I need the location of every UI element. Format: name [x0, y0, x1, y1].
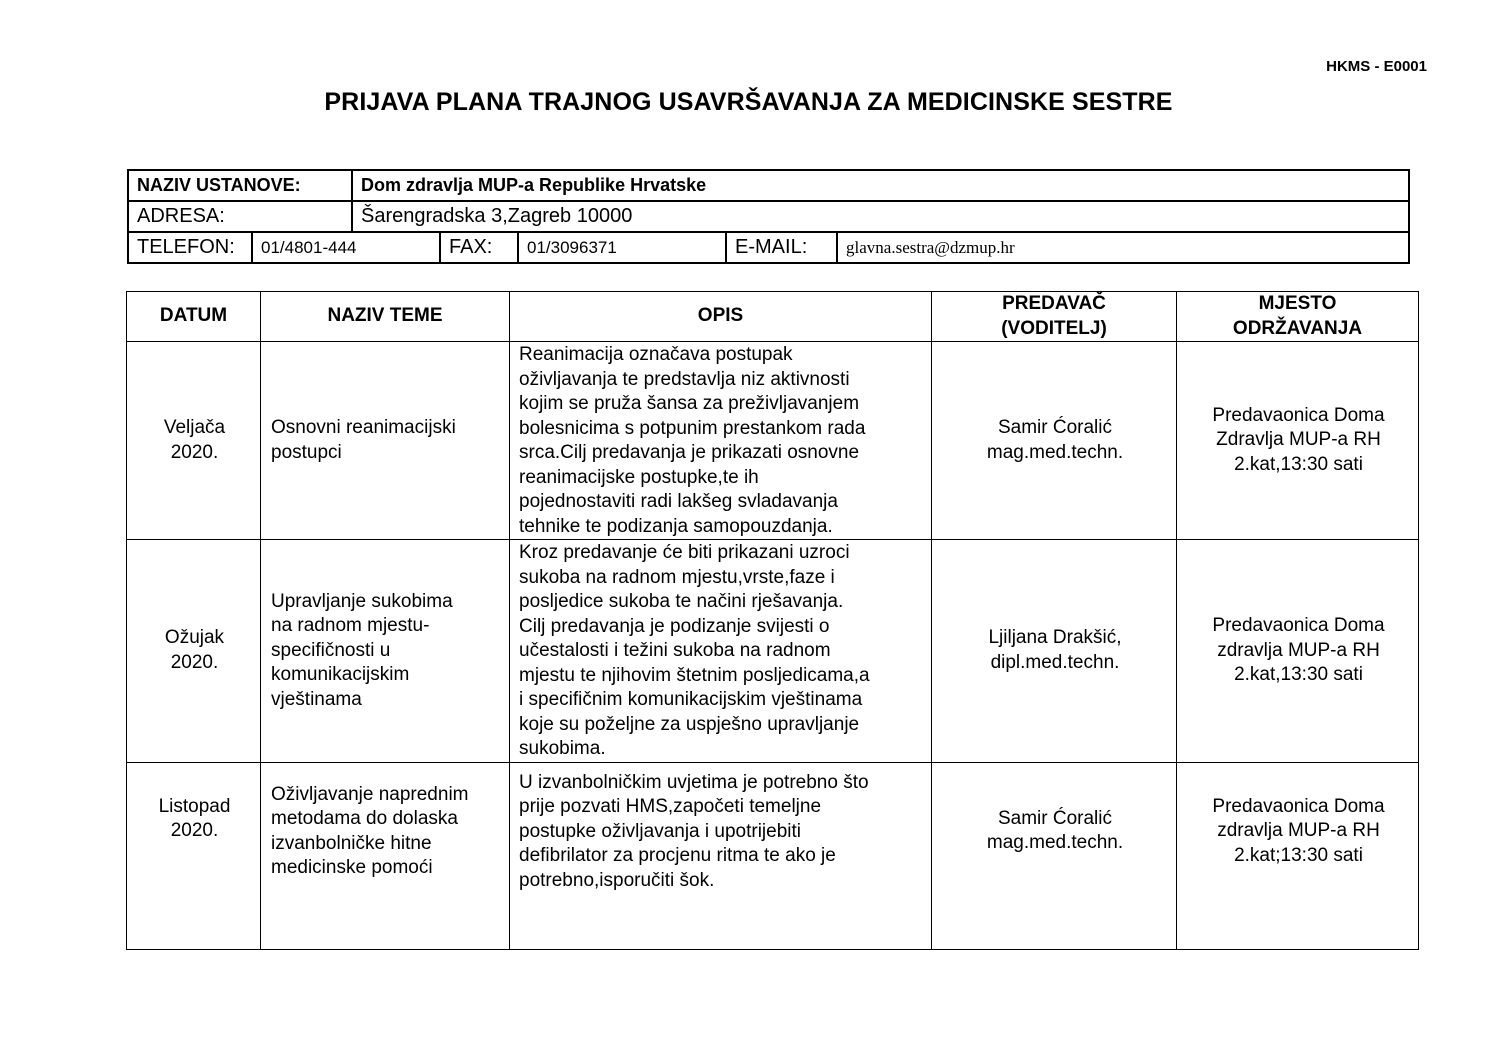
cell-opis-line: Reanimacija označava postupak [519, 344, 793, 365]
cell-mjesto-line: 2.kat,13:30 sati [1234, 664, 1363, 685]
cell-datum-line: Veljača [163, 417, 226, 438]
table-row [127, 762, 1419, 949]
education-plan-table [126, 291, 1419, 950]
header-opis: OPIS [510, 292, 932, 342]
cell-naziv-teme-line: komunikacijskim [271, 664, 410, 685]
cell-mjesto-line: Zdravlja MUP-a RH [1216, 429, 1381, 451]
institution-name-row [128, 170, 1409, 201]
document-title: PRIJAVA PLANA TRAJNOG USAVRŠAVANJA ZA MEDICINSKE SESTRE [324, 88, 1173, 116]
cell-naziv-teme-line: postupci [271, 441, 342, 463]
cell-opis-line: postupke oživljavanja i upotrijebiti [519, 820, 801, 842]
cell-predavac [932, 540, 1177, 763]
fax-value: 01/3096371 [518, 232, 726, 263]
cell-naziv-teme [261, 342, 510, 540]
email-label: E-MAIL: [726, 232, 837, 263]
cell-mjesto-line: zdravlja MUP-a RH [1217, 820, 1380, 841]
cell-datum [127, 762, 261, 949]
phone-label: TELEFON: [128, 232, 252, 263]
cell-mjesto [1177, 762, 1419, 949]
cell-predavac [932, 342, 1177, 540]
institution-contact-row [128, 232, 1409, 263]
header-datum: DATUM [127, 292, 261, 342]
header-mjesto-line: MJESTO [1258, 293, 1337, 314]
cell-predavac-line: Samir Ćoralić [997, 417, 1113, 438]
cell-opis-line: reanimacijske postupke,te ih [519, 466, 759, 488]
cell-mjesto-line: Predavaonica Doma [1212, 404, 1385, 426]
cell-opis-line: prije pozvati HMS,započeti temeljne [519, 796, 822, 817]
cell-mjesto-line: 2.kat,13:30 sati [1234, 453, 1363, 475]
cell-opis-line: defibrilator za procjenu ritma te ako je [519, 845, 836, 866]
cell-naziv-teme-line: metodama do dolaska [271, 808, 458, 829]
cell-opis-line: bolesnicima s potpunim prestankom rada [519, 417, 866, 439]
cell-opis-line: i specifičnim komunikacijskim vještinama [519, 689, 863, 710]
cell-naziv-teme [261, 540, 510, 763]
header-predavac-line: PREDAVAČ [1002, 293, 1106, 314]
cell-datum-line: Listopad [158, 795, 231, 817]
plan-header-row [127, 292, 1419, 342]
cell-opis-line: kojim se pruža šansa za preživljavanjem [519, 393, 860, 414]
header-mjesto [1177, 292, 1419, 342]
cell-mjesto [1177, 540, 1419, 763]
cell-opis-line: Cilj predavanja je podizanje svijesti o [519, 615, 830, 637]
cell-datum-line: 2020. [170, 651, 219, 673]
cell-datum [127, 540, 261, 763]
cell-naziv-teme-line: Osnovni reanimacijski [271, 417, 456, 438]
fax-label: FAX: [440, 232, 518, 263]
header-naziv-teme: NAZIV TEME [261, 292, 510, 342]
cell-naziv-teme-line: na radnom mjestu- [271, 615, 430, 636]
address-label: ADRESA: [128, 201, 352, 232]
form-code: HKMS - E0001 [1326, 58, 1427, 75]
header-mjesto-line: ODRŽAVANJA [1232, 317, 1363, 339]
cell-opis [510, 342, 932, 540]
cell-predavac [932, 762, 1177, 949]
cell-opis [510, 540, 932, 763]
cell-mjesto-line: Predavaonica Doma [1212, 615, 1385, 636]
cell-naziv-teme-line: medicinske pomoći [271, 857, 433, 878]
cell-mjesto-line: Predavaonica Doma [1212, 795, 1385, 817]
email-value: glavna.sestra@dzmup.hr [837, 232, 1409, 263]
cell-opis-line: posljedice sukoba te načini rješavanja. [519, 591, 844, 612]
cell-datum-line: 2020. [170, 441, 219, 463]
cell-opis-line: oživljavanja te predstavlja niz aktivnosti [519, 368, 850, 390]
cell-opis-line: pojednostaviti radi lakšeg svladavanja [519, 491, 838, 512]
cell-naziv-teme-line: Oživljavanje naprednim [271, 783, 469, 805]
cell-mjesto-line: zdravlja MUP-a RH [1217, 639, 1380, 661]
cell-naziv-teme-line: izvanbolničke hitne [271, 832, 432, 854]
cell-opis-line: srca.Cilj predavanja je prikazati osnovne [519, 442, 860, 463]
cell-opis-line: sukoba na radnom mjestu,vrste,faze i [519, 566, 835, 588]
phone-value: 01/4801-444 [252, 232, 440, 263]
institution-name-value: Dom zdravlja MUP-a Republike Hrvatske [352, 170, 1409, 201]
institution-address-row [128, 201, 1409, 232]
cell-opis-line: učestalosti i težini sukoba na radnom [519, 640, 831, 661]
cell-naziv-teme-line: vještinama [271, 688, 362, 710]
cell-mjesto [1177, 342, 1419, 540]
institution-info-table [127, 169, 1410, 264]
cell-naziv-teme-line: Upravljanje sukobima [271, 590, 453, 612]
cell-opis [510, 762, 932, 949]
cell-datum-line: 2020. [170, 820, 219, 841]
cell-predavac-line: Ljiljana Drakšić, [988, 627, 1122, 649]
cell-opis-line: Kroz predavanje će biti prikazani uzroci [519, 542, 850, 563]
header-predavac-line: (VODITELJ) [1001, 317, 1107, 339]
table-row [127, 342, 1419, 540]
header-predavac [932, 292, 1177, 342]
cell-opis-line: U izvanbolničkim uvjetima je potrebno što [519, 771, 869, 793]
cell-predavac-line: Samir Ćoralić [997, 807, 1113, 829]
cell-mjesto-line: 2.kat;13:30 sati [1234, 844, 1363, 866]
cell-predavac-line: mag.med.techn. [986, 441, 1124, 463]
table-row [127, 540, 1419, 763]
cell-opis-line: sukobima. [519, 738, 606, 759]
cell-predavac-line: mag.med.techn. [986, 832, 1124, 853]
cell-opis-line: tehnike te podizanja samopouzdanja. [519, 515, 833, 537]
cell-datum [127, 342, 261, 540]
address-value: Šarengradska 3,Zagreb 10000 [352, 201, 1409, 232]
cell-predavac-line: dipl.med.techn. [990, 651, 1120, 673]
cell-opis-line: potrebno,isporučiti šok. [519, 869, 715, 891]
cell-datum-line: Ožujak [164, 627, 225, 649]
institution-name-label: NAZIV USTANOVE: [128, 170, 352, 201]
cell-naziv-teme [261, 762, 510, 949]
cell-opis-line: koje su poželjne za uspješno upravljanje [519, 713, 860, 735]
cell-opis-line: mjestu te njihovim štetnim posljedicama,a [519, 664, 870, 686]
cell-naziv-teme-line: specifičnosti u [271, 639, 391, 661]
